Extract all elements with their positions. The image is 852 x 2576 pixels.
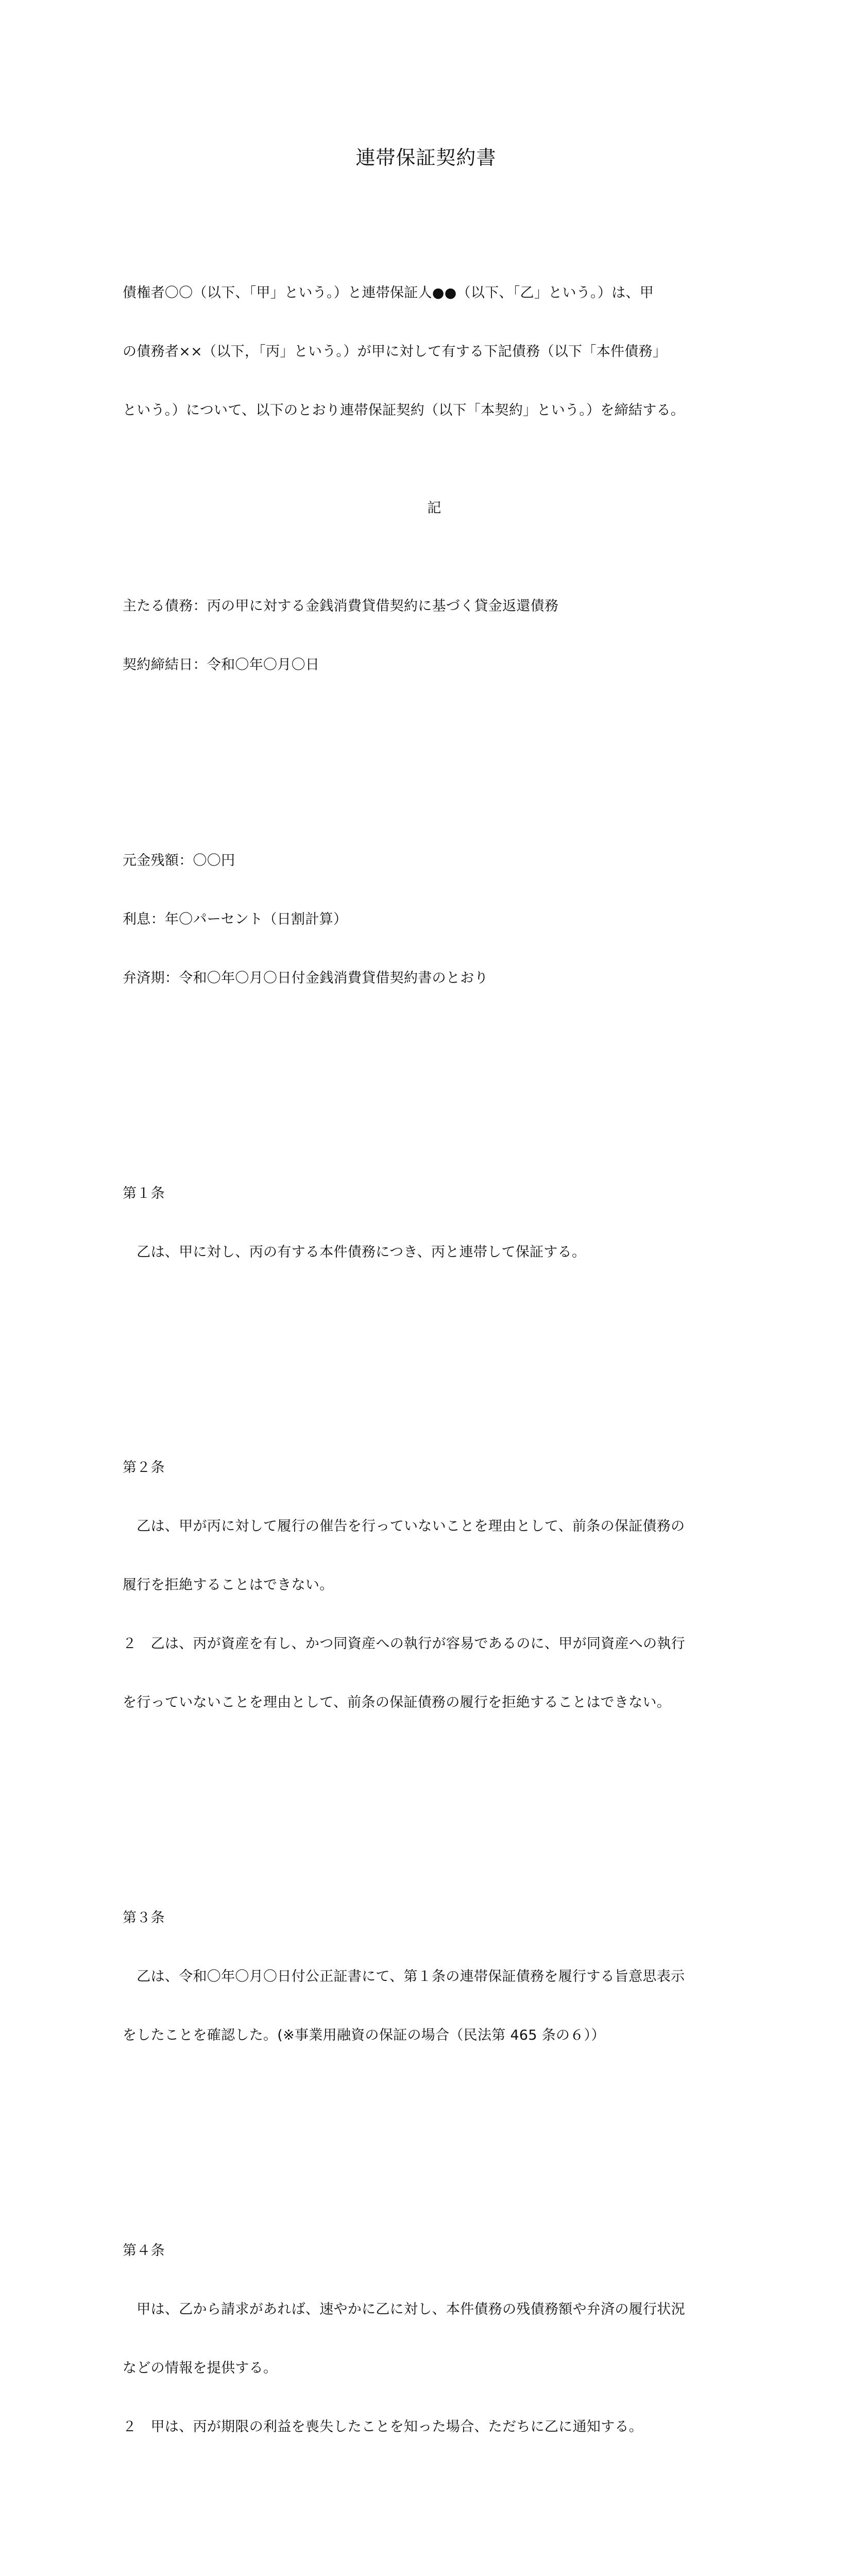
document-title: 連帯保証契約書: [355, 146, 497, 169]
article-line: を行っていないことを理由として、前条の保証債務の履行を拒絶することはできない。: [123, 1694, 671, 1710]
preamble: [123, 244, 746, 460]
article-line: 履行を拒絶することはできない。: [123, 1577, 334, 1593]
article-heading: 第２条: [123, 1460, 165, 1476]
debt-info: [123, 557, 746, 714]
article-4: [123, 2202, 746, 2476]
article-3: [123, 1869, 746, 2084]
debt-info-line: 主たる債務：丙の甲に対する金銭消費貸借契約に基づく貸金返還債務: [123, 598, 559, 614]
article-1: [123, 1145, 746, 1301]
ki-heading: 記: [427, 500, 441, 516]
article-line: 乙は、甲が丙に対して履行の催告を行っていないことを理由として、前条の保証債務の: [123, 1518, 685, 1534]
article-line: などの情報を提供する。: [123, 2360, 278, 2376]
article-line: ２ 甲は、丙が期限の利益を喪失したことを知った場合、ただちに乙に通知する。: [123, 2419, 643, 2435]
loan-terms-line: 弁済期：令和〇年〇月〇日付金銭消費貸借契約書のとおり: [123, 970, 488, 986]
article-line: 乙は、令和〇年〇月〇日付公正証書にて、第１条の連帯保証債務を履行する旨意思表示: [123, 1969, 685, 1985]
article-line: をしたことを確認した。(※事業用融資の保証の場合（民法第 465 条の６））: [123, 2027, 605, 2043]
article-heading: 第４条: [123, 2243, 165, 2259]
article-2: [123, 1419, 746, 1752]
article-line: 甲は、乙から請求があれば、速やかに乙に対し、本件債務の残債務額や弁済の履行状況: [123, 2301, 685, 2317]
preamble-line: という。）について、以下のとおり連帯保証契約（以下「本契約」という。）を締結する。: [123, 402, 685, 418]
loan-terms-line: 元金残額：〇〇円: [123, 853, 235, 869]
preamble-line: の債務者××（以下，「丙」という。）が甲に対して有する下記債務（以下「本件債務」: [123, 344, 667, 360]
article-heading: 第１条: [123, 1185, 165, 1201]
document-body: [123, 205, 746, 2576]
loan-terms: [123, 812, 746, 1027]
article-line: ２ 乙は、丙が資産を有し、かつ同資産への執行が容易であるのに、甲が同資産への執行: [123, 1636, 685, 1652]
preamble-line: 債権者〇〇（以下、「甲」という。）と連帯保証人●●（以下、「乙」という。）は、甲: [123, 285, 654, 301]
article-line: 乙は、甲に対し、丙の有する本件債務につき、丙と連帯して保証する。: [123, 1244, 586, 1260]
debt-info-line: 契約締結日：令和〇年〇月〇日: [123, 657, 320, 673]
article-heading: 第３条: [123, 1910, 165, 1926]
loan-terms-line: 利息：年〇パーセント（日割計算）: [123, 911, 348, 927]
